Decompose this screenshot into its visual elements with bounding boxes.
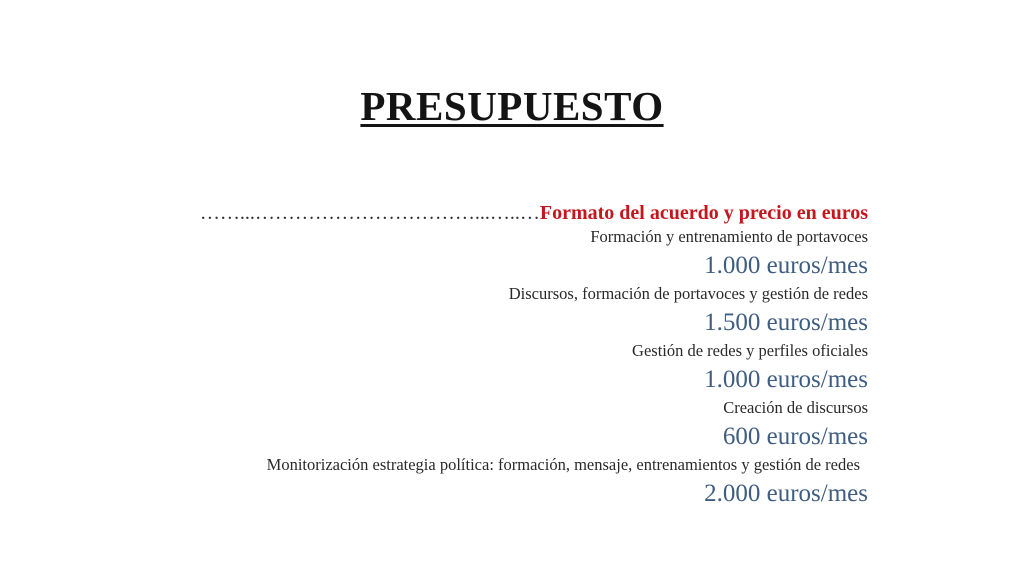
budget-item xyxy=(128,340,868,397)
item-price: 1.500 euros/mes xyxy=(704,309,868,336)
dotted-leader: ……...……………………………...…..… xyxy=(199,202,540,224)
item-price: 1.000 euros/mes xyxy=(704,252,868,279)
budget-item xyxy=(128,397,868,454)
budget-item xyxy=(128,226,868,283)
item-price: 1.000 euros/mes xyxy=(704,366,868,393)
page-title: PRESUPUESTO xyxy=(360,83,664,129)
budget-item xyxy=(128,283,868,340)
budget-header xyxy=(128,200,868,226)
budget-list xyxy=(128,200,868,511)
item-price: 600 euros/mes xyxy=(722,423,868,450)
header-text: Formato del acuerdo y precio en euros xyxy=(539,202,868,224)
item-description: Creación de discursos xyxy=(723,398,868,417)
item-description: Discursos, formación de portavoces y gestión de redes xyxy=(508,284,868,303)
item-price: 2.000 euros/mes xyxy=(704,480,868,507)
item-description: Gestión de redes y perfiles oficiales xyxy=(632,341,868,360)
item-description: Formación y entrenamiento de portavoces xyxy=(590,227,868,246)
item-description: Monitorización estrategia política: formación, mensaje, entrenamientos y gestión de redes xyxy=(266,455,860,474)
budget-item xyxy=(128,454,868,511)
